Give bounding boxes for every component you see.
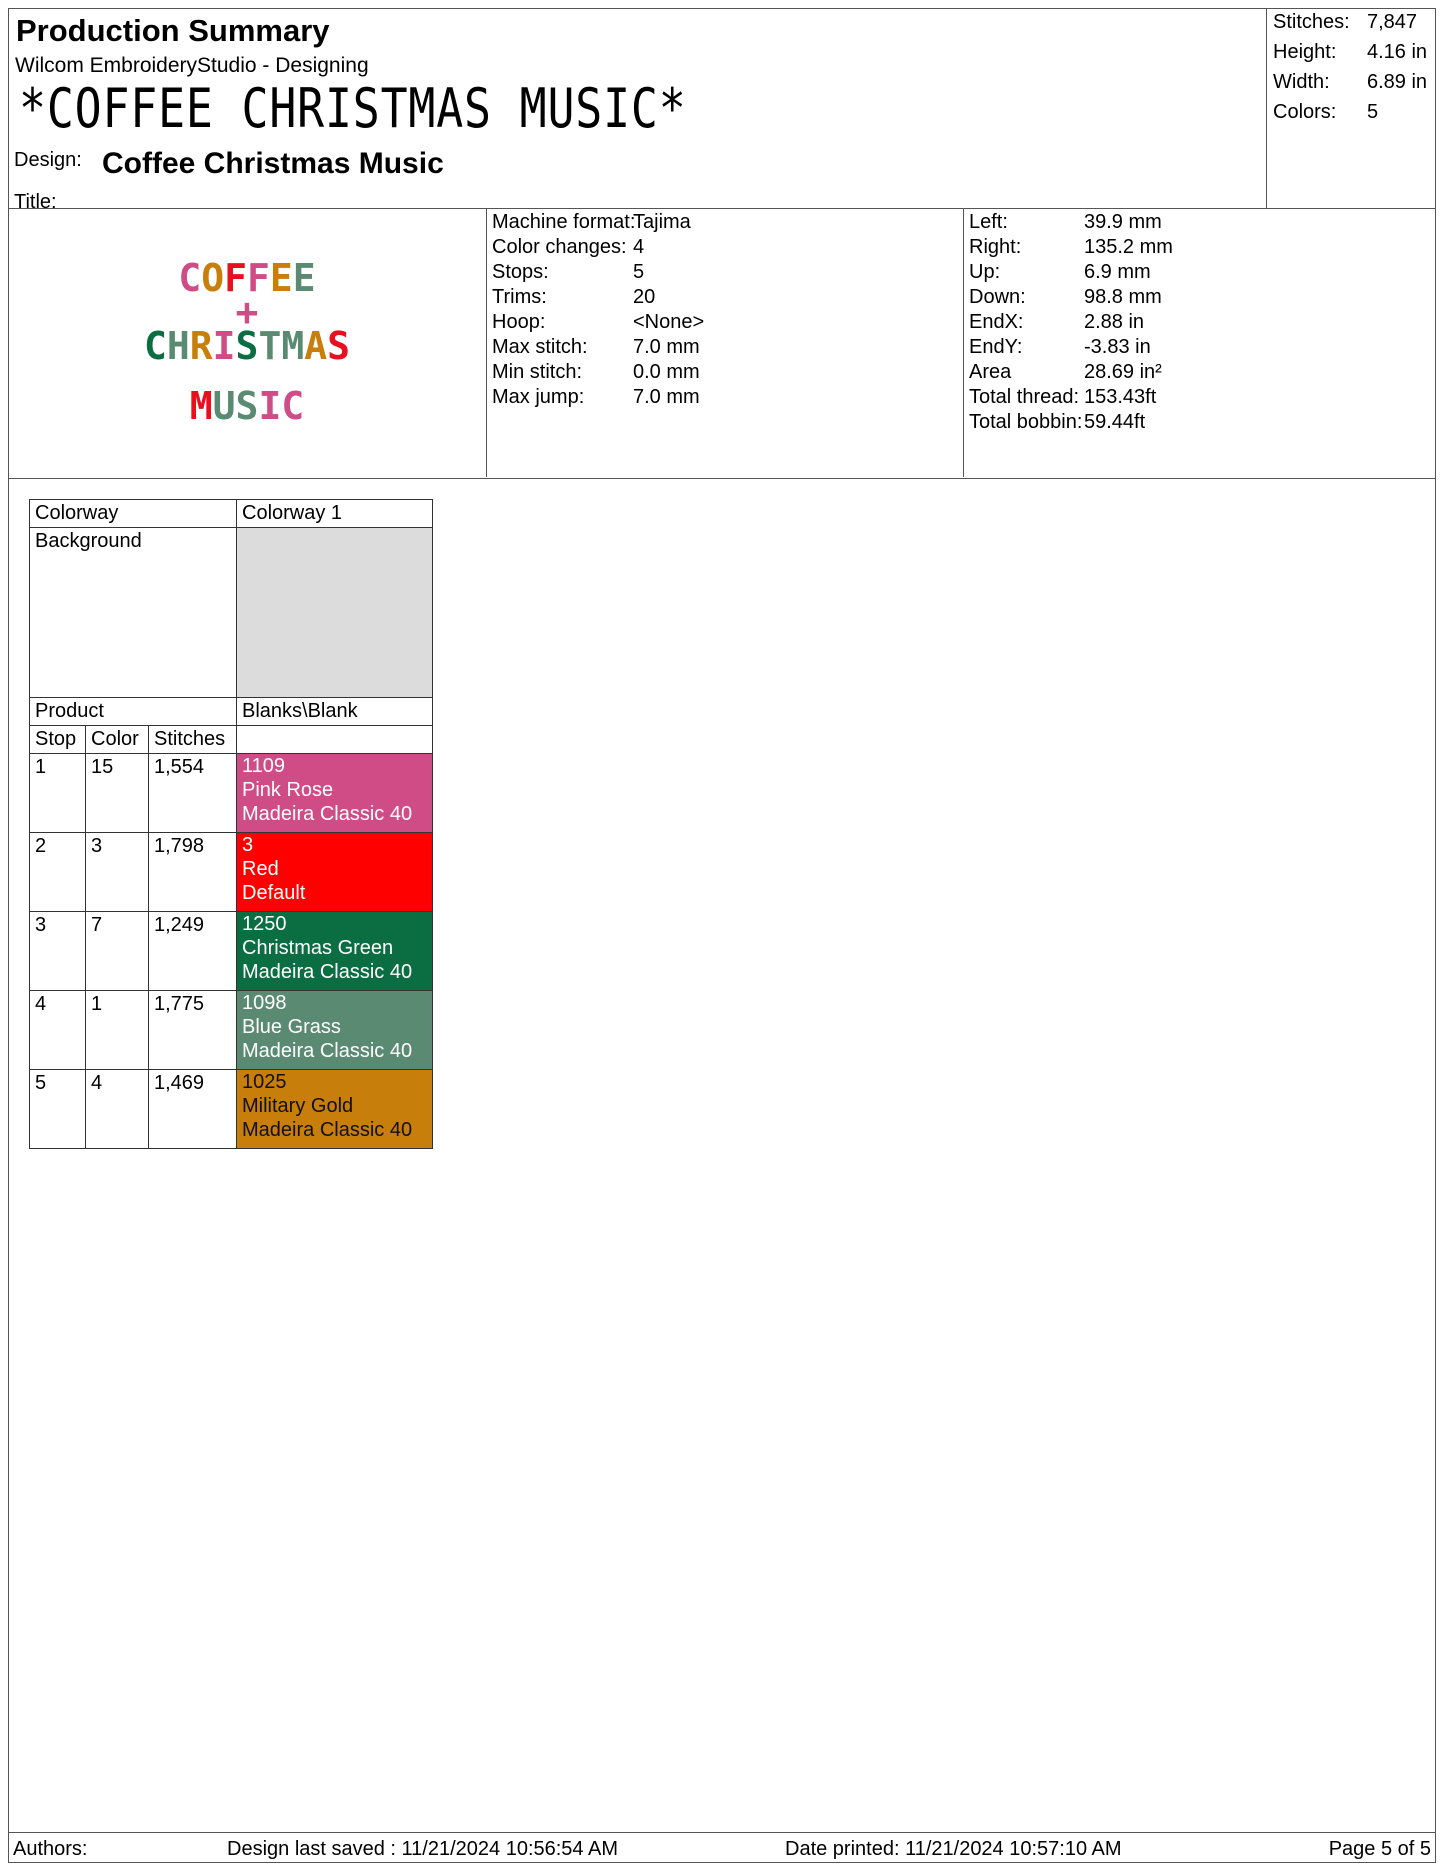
stitches-cell: 1,554 xyxy=(149,754,237,833)
background-label: Background xyxy=(30,528,237,698)
extent-field-label: Down: xyxy=(969,286,1026,308)
col-stitches-header: Stitches xyxy=(149,726,237,754)
thread-brand: Madeira Classic 40 xyxy=(242,803,413,825)
machine-info xyxy=(487,209,964,477)
colorway-row xyxy=(30,500,433,528)
preview-letter: T xyxy=(258,324,282,368)
color-cell: 4 xyxy=(86,1070,149,1149)
thread-brand: Madeira Classic 40 xyxy=(242,1119,413,1141)
col-color-header: Color xyxy=(86,726,149,754)
design-name: Coffee Christmas Music xyxy=(102,147,444,180)
preview-letter: C xyxy=(281,384,305,428)
thread-brand: Madeira Classic 40 xyxy=(242,1040,413,1062)
stitches-cell: 1,775 xyxy=(149,991,237,1070)
title-label: Title: xyxy=(14,191,57,213)
design-preview xyxy=(9,209,487,477)
thread-brand: Madeira Classic 40 xyxy=(242,961,413,983)
machine-field-value: 7.0 mm xyxy=(633,386,700,408)
machine-field-label: Max stitch: xyxy=(492,336,588,358)
stop-cell: 3 xyxy=(30,912,86,991)
preview-letter: C xyxy=(178,256,202,300)
preview-letter: E xyxy=(292,256,316,300)
footer-last-saved: Design last saved : 11/21/2024 10:56:54 AM xyxy=(227,1838,619,1860)
extent-field-value: 59.44ft xyxy=(1084,411,1146,433)
background-row xyxy=(30,528,433,698)
extent-field-label: EndY: xyxy=(969,336,1023,358)
extent-field-value: 6.9 mm xyxy=(1084,261,1151,283)
preview-letter: F xyxy=(247,256,270,300)
page-title: Production Summary xyxy=(16,13,330,48)
machine-field-value: Tajima xyxy=(633,211,691,233)
preview-letter: R xyxy=(189,324,213,368)
stitches-cell: 1,469 xyxy=(149,1070,237,1149)
preview-plus: + xyxy=(235,290,259,334)
extent-field-label: Area xyxy=(969,361,1012,383)
info-section xyxy=(9,209,1435,479)
app-name: Wilcom EmbroideryStudio - Designing xyxy=(15,54,369,77)
stat-label: Height: xyxy=(1273,41,1337,63)
preview-letter: I xyxy=(212,324,236,368)
preview-letter: U xyxy=(212,384,236,428)
extent-field-label: Total bobbin: xyxy=(969,411,1083,433)
design-banner: *COFFEE CHRISTMAS MUSIC* xyxy=(19,77,687,140)
preview-word-christmas xyxy=(144,324,350,368)
footer xyxy=(9,1832,1435,1862)
preview-word-music xyxy=(190,384,304,428)
thread-name: Red xyxy=(242,858,279,880)
thread-code: 1250 xyxy=(242,913,287,935)
extent-field-label: Total thread: xyxy=(969,386,1080,408)
extent-field-value: 2.88 in xyxy=(1084,311,1145,333)
colorway-label: Colorway xyxy=(30,500,237,528)
header-stats xyxy=(1267,9,1435,209)
background-swatch xyxy=(237,528,433,698)
thread-row xyxy=(30,833,433,912)
preview-letter: C xyxy=(143,324,167,368)
preview-letter: S xyxy=(327,324,351,368)
col-thread-header xyxy=(237,726,433,754)
colorway-table xyxy=(29,499,433,1149)
preview-letter: E xyxy=(269,256,293,300)
stat-value: 7,847 xyxy=(1367,11,1418,33)
machine-field-label: Min stitch: xyxy=(492,361,583,383)
preview-letter: F xyxy=(224,256,247,300)
color-cell: 7 xyxy=(86,912,149,991)
extent-field-label: EndX: xyxy=(969,311,1024,333)
thread-code: 1098 xyxy=(242,992,287,1014)
extent-field-label: Left: xyxy=(969,211,1008,233)
machine-field-label: Color changes: xyxy=(492,236,627,258)
preview-letter: O xyxy=(201,256,225,300)
machine-field-label: Hoop: xyxy=(492,311,546,333)
machine-field-label: Trims: xyxy=(492,286,547,308)
footer-authors: Authors: xyxy=(13,1838,88,1860)
thread-swatch xyxy=(237,1070,433,1149)
preview-letter: S xyxy=(235,384,259,428)
thread-name: Blue Grass xyxy=(242,1016,341,1038)
stop-cell: 1 xyxy=(30,754,86,833)
machine-field-value: 0.0 mm xyxy=(633,361,700,383)
color-cell: 3 xyxy=(86,833,149,912)
extent-field-value: 98.8 mm xyxy=(1084,286,1162,308)
stop-cell: 4 xyxy=(30,991,86,1070)
thread-swatch xyxy=(237,912,433,991)
preview-letter: M xyxy=(189,384,213,428)
extent-field-value: 28.69 in² xyxy=(1084,361,1162,383)
stat-label: Colors: xyxy=(1273,101,1337,123)
colorway-value: Colorway 1 xyxy=(237,500,433,528)
footer-page-number: Page 5 of 5 xyxy=(1328,1838,1431,1860)
stop-cell: 2 xyxy=(30,833,86,912)
stat-value: 6.89 in xyxy=(1367,71,1428,93)
thread-row xyxy=(30,754,433,833)
thread-swatch xyxy=(237,754,433,833)
stop-cell: 5 xyxy=(30,1070,86,1149)
stitches-cell: 1,798 xyxy=(149,833,237,912)
preview-letter: H xyxy=(166,324,190,368)
thread-name: Military Gold xyxy=(242,1095,354,1117)
production-summary-sheet xyxy=(8,8,1436,1863)
thread-row xyxy=(30,1070,433,1149)
thread-swatch xyxy=(237,991,433,1070)
footer-date-printed: Date printed: 11/21/2024 10:57:10 AM xyxy=(785,1838,1122,1860)
machine-field-value: 5 xyxy=(633,261,645,283)
stat-value: 4.16 in xyxy=(1367,41,1428,63)
thread-code: 3 xyxy=(242,834,254,856)
extent-field-value: 39.9 mm xyxy=(1084,211,1162,233)
preview-letter: M xyxy=(281,324,305,368)
extent-info xyxy=(964,209,1435,477)
extent-field-label: Right: xyxy=(969,236,1022,258)
machine-field-value: 7.0 mm xyxy=(633,336,700,358)
extent-field-value: 153.43ft xyxy=(1084,386,1157,408)
design-label: Design: xyxy=(14,149,82,171)
design-preview-image xyxy=(9,209,485,477)
machine-field-value: <None> xyxy=(633,311,705,333)
stat-label: Stitches: xyxy=(1273,11,1350,33)
machine-field-label: Machine format: xyxy=(492,211,636,233)
thread-name: Pink Rose xyxy=(242,779,334,801)
preview-letter: I xyxy=(258,384,282,428)
color-cell: 1 xyxy=(86,991,149,1070)
thread-swatch xyxy=(237,833,433,912)
extent-field-value: -3.83 in xyxy=(1084,336,1151,358)
preview-letter: A xyxy=(304,324,328,368)
thread-code: 1109 xyxy=(242,755,286,777)
thread-row xyxy=(30,991,433,1070)
preview-letter: S xyxy=(235,324,259,368)
product-value: Blanks\Blank xyxy=(237,698,433,726)
extent-field-label: Up: xyxy=(969,261,1001,283)
thread-row xyxy=(30,912,433,991)
column-header-row xyxy=(30,726,433,754)
machine-field-value: 20 xyxy=(633,286,656,308)
col-stop-header: Stop xyxy=(30,726,86,754)
product-row xyxy=(30,698,433,726)
machine-field-value: 4 xyxy=(633,236,645,258)
machine-field-label: Stops: xyxy=(492,261,549,283)
thread-code: 1025 xyxy=(242,1071,287,1093)
stitches-cell: 1,249 xyxy=(149,912,237,991)
color-cell: 15 xyxy=(86,754,149,833)
stat-value: 5 xyxy=(1367,101,1379,123)
product-label: Product xyxy=(30,698,237,726)
thread-name: Christmas Green xyxy=(242,937,394,959)
extent-field-value: 135.2 mm xyxy=(1084,236,1173,258)
header-main xyxy=(9,9,1267,213)
stat-label: Width: xyxy=(1273,71,1330,93)
thread-brand: Default xyxy=(242,882,306,904)
machine-field-label: Max jump: xyxy=(492,386,585,408)
